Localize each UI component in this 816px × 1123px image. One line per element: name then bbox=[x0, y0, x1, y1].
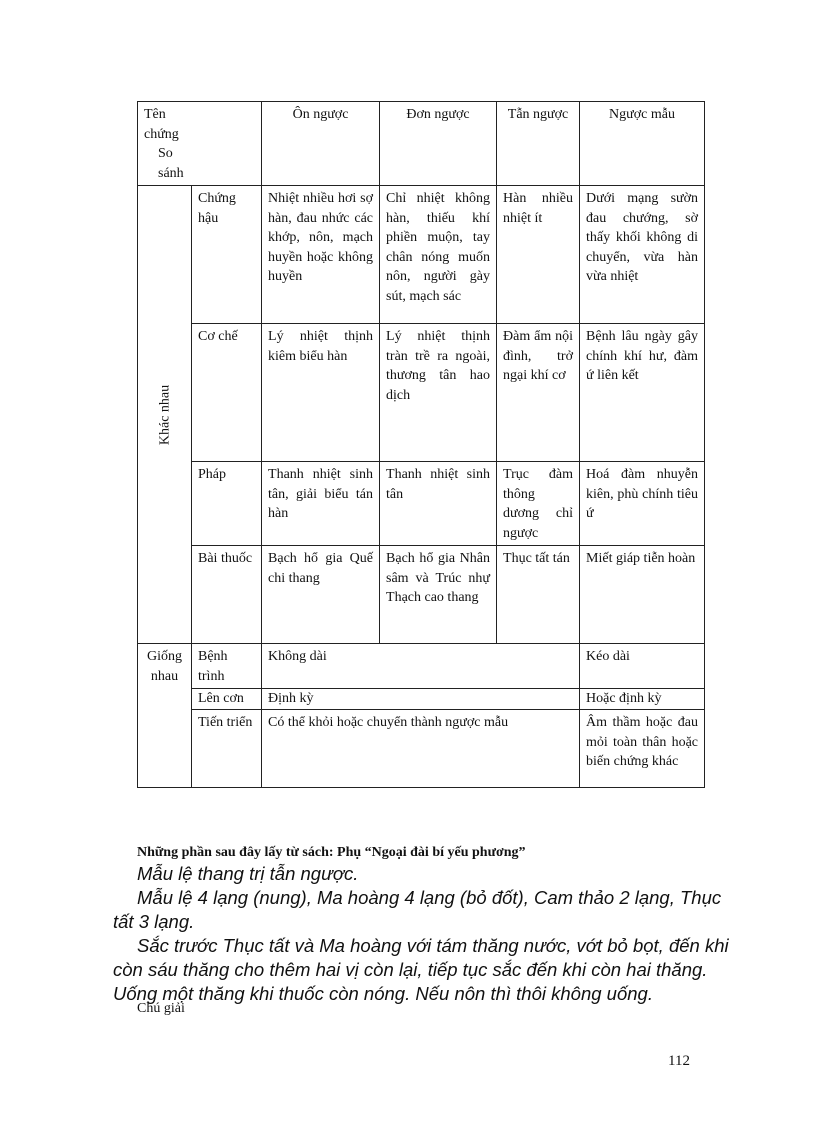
table-cell: Thục tất tán bbox=[497, 546, 580, 644]
header-corner-line: Tên bbox=[144, 107, 166, 122]
group-label-diff: Khác nhau bbox=[156, 384, 172, 445]
group-cell-diff bbox=[138, 186, 192, 644]
row-label: Cơ chế bbox=[192, 324, 262, 462]
table-cell: Hàn nhiều nhiệt ít bbox=[497, 186, 580, 324]
table-cell: Chỉ nhiệt không hàn, thiếu khí phiền muộn, tay chân nóng muốn nôn, người gày sút, mạch sác bbox=[380, 186, 497, 324]
col-header-on-nguoc: Ôn ngược bbox=[262, 102, 380, 186]
table-cell: Lý nhiệt thịnh tràn trề ra ngoài, thương tân hao dịch bbox=[380, 324, 497, 462]
source-heading: Những phần sau đây lấy từ sách: Phụ “Ngoại đài bí yếu phương” bbox=[137, 845, 526, 860]
recipe-title: Mẫu lệ thang trị tẫn ngược. bbox=[137, 863, 359, 884]
table-row bbox=[138, 546, 705, 644]
annotation-heading: Chú giải bbox=[137, 1001, 185, 1016]
table-cell: Trục đàm thông dương chỉ ngược bbox=[497, 462, 580, 546]
row-label: Bài thuốc bbox=[192, 546, 262, 644]
table-cell: Bệnh lâu ngày gây chính khí hư, đàm ứ liên kết bbox=[580, 324, 705, 462]
row-label: Chứng hậu bbox=[192, 186, 262, 324]
table-cell-common: Không dài bbox=[262, 644, 580, 689]
table-cell: Miết giáp tiễn hoàn bbox=[580, 546, 705, 644]
col-header-don-nguoc: Đơn ngược bbox=[380, 102, 497, 186]
ingredients-line-2: tất 3 lạng. bbox=[113, 911, 195, 932]
col-header-tan-nguoc: Tẫn ngược bbox=[497, 102, 580, 186]
col-header-nguoc-mau: Ngược mẫu bbox=[580, 102, 705, 186]
table-cell: Bạch hổ gia Nhân sâm và Trúc nhự Thạch cao thang bbox=[380, 546, 497, 644]
row-label: Tiến triển bbox=[192, 710, 262, 788]
comparison-table bbox=[137, 101, 705, 788]
table-cell: Âm thầm hoặc đau mỏi toàn thân hoặc biến chứng khác bbox=[580, 710, 705, 788]
ingredients-line-1: Mẫu lệ 4 lạng (nung), Ma hoàng 4 lạng (bỏ đốt), Cam thảo 2 lạng, Thục bbox=[137, 887, 722, 908]
header-corner-line: chứng bbox=[144, 126, 179, 142]
table-row bbox=[138, 186, 705, 324]
table-cell: Lý nhiệt thịnh kiêm biểu hàn bbox=[262, 324, 380, 462]
table-row bbox=[138, 689, 705, 710]
table-cell: Đàm ẩm nội đình, trở ngại khí cơ bbox=[497, 324, 580, 462]
table-header-row bbox=[138, 102, 705, 186]
group-cell-same: Giống nhau bbox=[138, 644, 192, 788]
header-corner-cell bbox=[138, 102, 262, 186]
table-cell: Kéo dài bbox=[580, 644, 705, 689]
table-cell: Hoặc định kỳ bbox=[580, 689, 705, 710]
table-row bbox=[138, 710, 705, 788]
table-row bbox=[138, 644, 705, 689]
table-cell: Hoá đàm nhuyễn kiên, phù chính tiêu ứ bbox=[580, 462, 705, 546]
table-row bbox=[138, 462, 705, 546]
table-row bbox=[138, 324, 705, 462]
table-cell: Nhiệt nhiều hơi sợ hàn, đau nhức các khớp, nôn, mạch huyền hoặc không huyền bbox=[262, 186, 380, 324]
table-cell-common: Định kỳ bbox=[262, 689, 580, 710]
table-cell-common: Có thể khỏi hoặc chuyển thành ngược mẫu bbox=[262, 710, 580, 788]
table-cell: Thanh nhiệt sinh tân bbox=[380, 462, 497, 546]
header-corner-line: sánh bbox=[158, 165, 184, 181]
method-line-1: Sắc trước Thục tất và Ma hoàng với tám thăng nước, vớt bỏ bọt, đến khi bbox=[137, 935, 729, 956]
header-corner-line: So bbox=[158, 146, 173, 161]
table-cell: Thanh nhiệt sinh tân, giải biểu tán hàn bbox=[262, 462, 380, 546]
row-label: Lên cơn bbox=[192, 689, 262, 710]
page-number: 112 bbox=[668, 1053, 690, 1069]
table-cell: Dưới mạng sườn đau chướng, sờ thấy khối không di chuyển, vừa hàn vừa nhiệt bbox=[580, 186, 705, 324]
method-line-2: còn sáu thăng cho thêm hai vị còn lại, tiếp tục sắc đến khi còn hai thăng. bbox=[113, 959, 708, 980]
method-line-3: Uống một thăng khi thuốc còn nóng. Nếu nôn thì thôi không uống. bbox=[113, 983, 653, 1004]
row-label: Bệnh trình bbox=[192, 644, 262, 689]
row-label: Pháp bbox=[192, 462, 262, 546]
table-cell: Bạch hổ gia Quế chi thang bbox=[262, 546, 380, 644]
